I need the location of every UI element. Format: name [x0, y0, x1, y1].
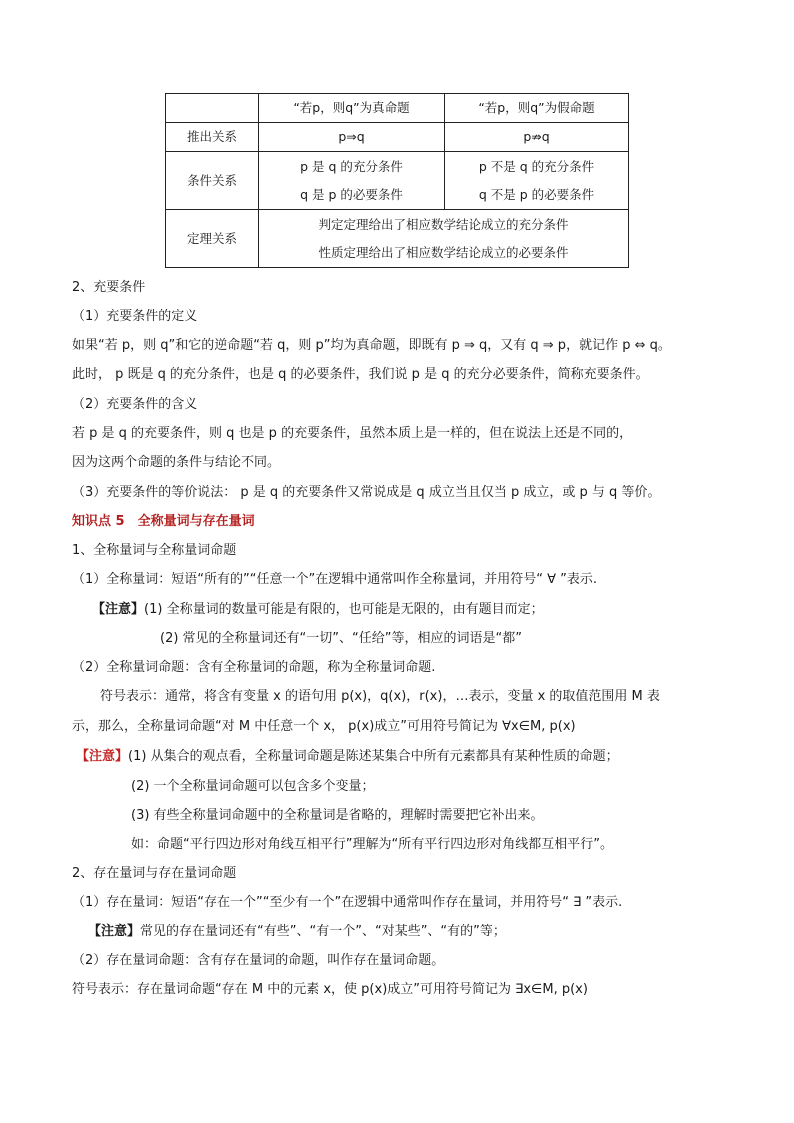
table-cell: p⇒q	[259, 123, 445, 152]
table-cell: p⇏q	[445, 123, 629, 152]
table-row	[166, 152, 629, 210]
note-line	[92, 598, 544, 617]
section-heading-universal: 1、全称量词与全称量词命题	[72, 543, 237, 558]
note-line	[76, 745, 619, 764]
subheading-meaning: （2）充要条件的含义	[72, 397, 198, 412]
note-line: (2) 常见的全称量词还有“一切”、“任给”等，相应的词语是“都”	[160, 631, 522, 646]
section-heading-existential: 2、存在量词与存在量词命题	[72, 866, 237, 881]
paragraph-line: （2）全称量词命题：含有全称量词的命题，称为全称量词命题.	[72, 660, 436, 675]
paragraph-line: 符号表示：存在量词命题“存在 M 中的元素 x，使 p(x)成立”可用符号简记为 ∃x∈M, p(x)	[72, 982, 588, 997]
note-text: (1) 从集合的观点看，全称量词命题是陈述某集合中所有元素都具有某种性质的命题；	[128, 749, 619, 764]
note-text: 常见的存在量词还有“有些”、“有一个”、“对某些”、“有的”等；	[140, 924, 506, 939]
table-cell: p 是 q 的充分条件 q 是 p 的必要条件	[259, 152, 445, 210]
table-row-label: 条件关系	[166, 152, 259, 210]
note-line	[88, 920, 506, 939]
note-line: (2) 一个全称量词命题可以包含多个变量；	[131, 779, 375, 794]
paragraph-line: 符号表示：通常，将含有变量 x 的语句用 p(x)，q(x)，r(x)，…表示，变量 x 的取值范围用 M 表	[100, 689, 660, 704]
table-cell: p 不是 q 的充分条件 q 不是 p 的必要条件	[445, 152, 629, 210]
note-text: (1) 全称量词的数量可能是有限的，也可能是无限的，由有题目而定；	[144, 602, 544, 617]
note-line: (3) 有些全称量词命题中的全称量词是省略的，理解时需要把它补出来。	[131, 808, 544, 823]
subheading-definition: （1）充要条件的定义	[72, 309, 198, 324]
table-row	[166, 210, 629, 268]
note-label: 【注意】	[88, 924, 141, 939]
paragraph-line: （3）充要条件的等价说法： p 是 q 的充要条件又常说成是 q 成立当且仅当 p 成立，或 p 与 q 等价。	[72, 485, 661, 500]
knowledge-point-title: 知识点 5 全称量词与存在量词	[72, 514, 255, 529]
table-corner-cell	[166, 94, 259, 123]
condition-comparison-table	[165, 93, 629, 268]
table-row-label: 定理关系	[166, 210, 259, 268]
paragraph-line: （2）存在量词命题：含有存在量词的命题，叫作存在量词命题。	[72, 953, 445, 968]
table-row-label: 推出关系	[166, 123, 259, 152]
paragraph-line: 如果“若 p，则 q”和它的逆命题“若 q，则 p”均为真命题，即既有 p ⇒ q，又有 q ⇒ p，就记作 p ⇔ q。	[72, 338, 671, 353]
paragraph-line: 此时， p 既是 q 的充分条件，也是 q 的必要条件，我们说 p 是 q 的充分必要条件，简称充要条件。	[72, 367, 649, 382]
note-line: 如：命题“平行四边形对角线互相平行”理解为“所有平行四边形对角线都互相平行”。	[131, 837, 613, 852]
paragraph-line: 若 p 是 q 的充要条件，则 q 也是 p 的充要条件，虽然本质上是一样的，但在说法上还是不同的，	[72, 426, 633, 441]
note-label: 【注意】	[92, 602, 145, 617]
note-label: 【注意】	[76, 749, 129, 764]
table-header-row	[166, 94, 629, 123]
section-heading-sufficient-necessary: 2、充要条件	[72, 280, 146, 295]
table-header-true: “若p，则q”为真命题	[259, 94, 445, 123]
paragraph-line: 示，那么，全称量词命题“对 M 中任意一个 x， p(x)成立”可用符号简记为 ∀x∈M, p(x)	[72, 719, 576, 734]
paragraph-line: （1）全称量词：短语“所有的”“任意一个”在逻辑中通常叫作全称量词，并用符号“ ∀ ”表示.	[72, 572, 597, 587]
table-header-false: “若p，则q”为假命题	[445, 94, 629, 123]
table-row	[166, 123, 629, 152]
paragraph-line: 因为这两个命题的条件与结论不同。	[72, 455, 281, 470]
paragraph-line: （1）存在量词：短语“存在一个”“至少有一个”在逻辑中通常叫作存在量词，并用符号“ ∃ ”表示.	[72, 895, 623, 910]
table-merged-cell: 判定定理给出了相应数学结论成立的充分条件 性质定理给出了相应数学结论成立的必要条件	[259, 210, 629, 268]
